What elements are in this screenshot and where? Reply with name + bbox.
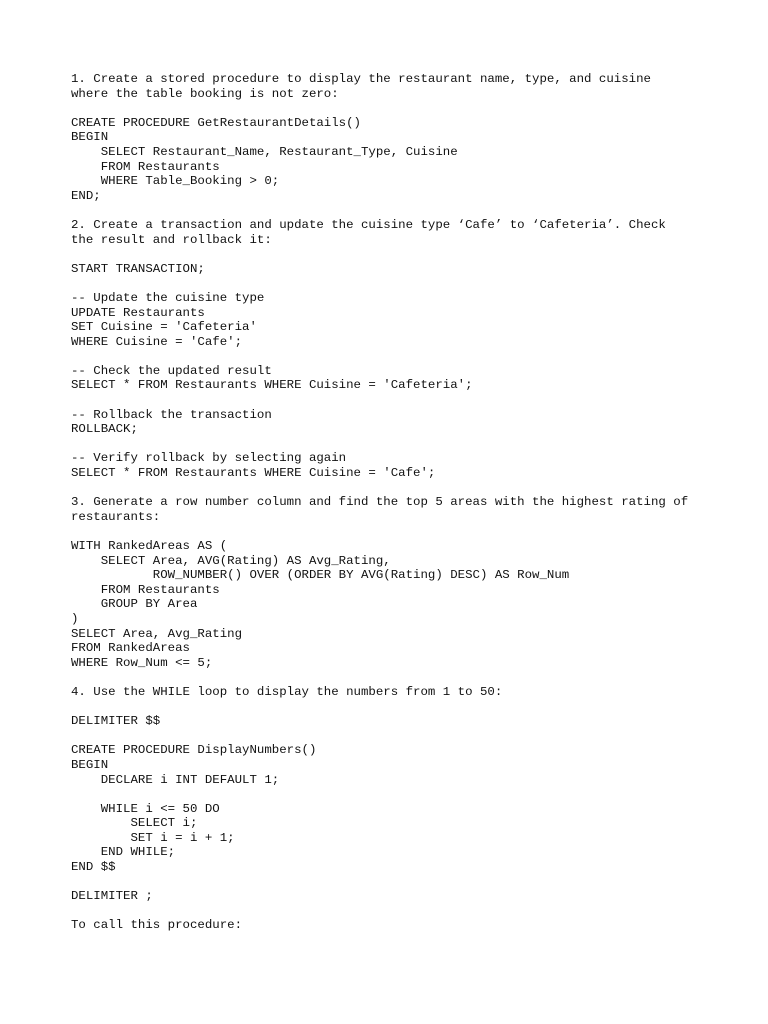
doc-line-10 <box>71 203 751 218</box>
doc-line-59: To call this procedure: <box>71 918 243 933</box>
doc-line-47: CREATE PROCEDURE DisplayNumbers() <box>71 743 317 758</box>
doc-line-42 <box>71 670 751 685</box>
doc-line-6: SELECT Restaurant_Name, Restaurant_Type, Cuisine <box>71 144 458 159</box>
doc-line-54: END WHILE; <box>71 845 176 860</box>
doc-line-32 <box>71 524 751 539</box>
doc-line-18: SET Cuisine = 'Cafeteria' <box>71 320 257 335</box>
doc-line-20 <box>71 349 751 364</box>
doc-line-12: the result and rollback it: <box>71 232 272 247</box>
doc-line-41: WHERE Row_Num <= 5; <box>71 655 213 670</box>
doc-line-56 <box>71 875 751 890</box>
doc-line-5: BEGIN <box>71 130 109 145</box>
doc-line-4: CREATE PROCEDURE GetRestaurantDetails() <box>71 115 361 130</box>
doc-line-29 <box>71 481 751 496</box>
doc-line-50 <box>71 787 751 802</box>
doc-line-39: SELECT Area, Avg_Rating <box>71 626 243 641</box>
doc-line-33: WITH RankedAreas AS ( <box>71 539 228 553</box>
doc-line-58 <box>71 904 751 919</box>
doc-line-49: DECLARE i INT DEFAULT 1; <box>71 772 280 787</box>
doc-line-53: SET i = i + 1; <box>71 830 235 845</box>
doc-line-25: ROLLBACK; <box>71 422 138 437</box>
doc-line-43: 4. Use the WHILE loop to display the numbers from 1 to 50: <box>71 684 503 699</box>
doc-line-24: -- Rollback the transaction <box>71 407 272 422</box>
doc-line-30: 3. Generate a row number column and find the top 5 areas with the highest rating of <box>71 495 689 510</box>
doc-line-44 <box>71 700 751 715</box>
doc-line-1: 1. Create a stored procedure to display the restaurant name, type, and cuisine <box>71 72 651 86</box>
doc-line-19: WHERE Cuisine = 'Cafe'; <box>71 334 243 349</box>
doc-line-35: ROW_NUMBER() OVER (ORDER BY AVG(Rating) DESC) AS Row_Num <box>71 568 570 583</box>
doc-line-55: END $$ <box>71 860 116 875</box>
doc-line-8: WHERE Table_Booking > 0; <box>71 174 280 189</box>
doc-line-31: restaurants: <box>71 509 161 524</box>
doc-line-40: FROM RankedAreas <box>71 641 190 656</box>
doc-line-2: where the table booking is not zero: <box>71 86 339 101</box>
doc-line-51: WHILE i <= 50 DO <box>71 801 220 816</box>
doc-line-22: SELECT * FROM Restaurants WHERE Cuisine = 'Cafeteria'; <box>71 378 473 393</box>
doc-line-7: FROM Restaurants <box>71 159 220 174</box>
doc-line-45: DELIMITER $$ <box>71 714 161 729</box>
doc-line-27: -- Verify rollback by selecting again <box>71 451 347 466</box>
doc-line-57: DELIMITER ; <box>71 889 153 904</box>
document-page <box>71 72 751 933</box>
doc-line-3 <box>71 101 751 116</box>
doc-line-21: -- Check the updated result <box>71 363 272 378</box>
doc-line-52: SELECT i; <box>71 816 198 831</box>
doc-line-23 <box>71 393 751 408</box>
doc-line-48: BEGIN <box>71 757 109 772</box>
doc-line-14: START TRANSACTION; <box>71 261 205 276</box>
doc-line-9: END; <box>71 188 101 203</box>
doc-line-36: FROM Restaurants <box>71 582 220 597</box>
doc-line-16: -- Update the cuisine type <box>71 290 265 305</box>
doc-line-17: UPDATE Restaurants <box>71 305 205 320</box>
doc-line-26 <box>71 437 751 452</box>
doc-line-34: SELECT Area, AVG(Rating) AS Avg_Rating, <box>71 553 391 568</box>
doc-line-46 <box>71 729 751 744</box>
doc-line-11: 2. Create a transaction and update the cuisine type ‘Cafe’ to ‘Cafeteria’. Check <box>71 217 666 232</box>
doc-line-28: SELECT * FROM Restaurants WHERE Cuisine = 'Cafe'; <box>71 466 436 481</box>
doc-line-38: ) <box>71 611 79 626</box>
doc-line-13 <box>71 247 751 262</box>
doc-line-15 <box>71 276 751 291</box>
doc-line-37: GROUP BY Area <box>71 597 198 612</box>
